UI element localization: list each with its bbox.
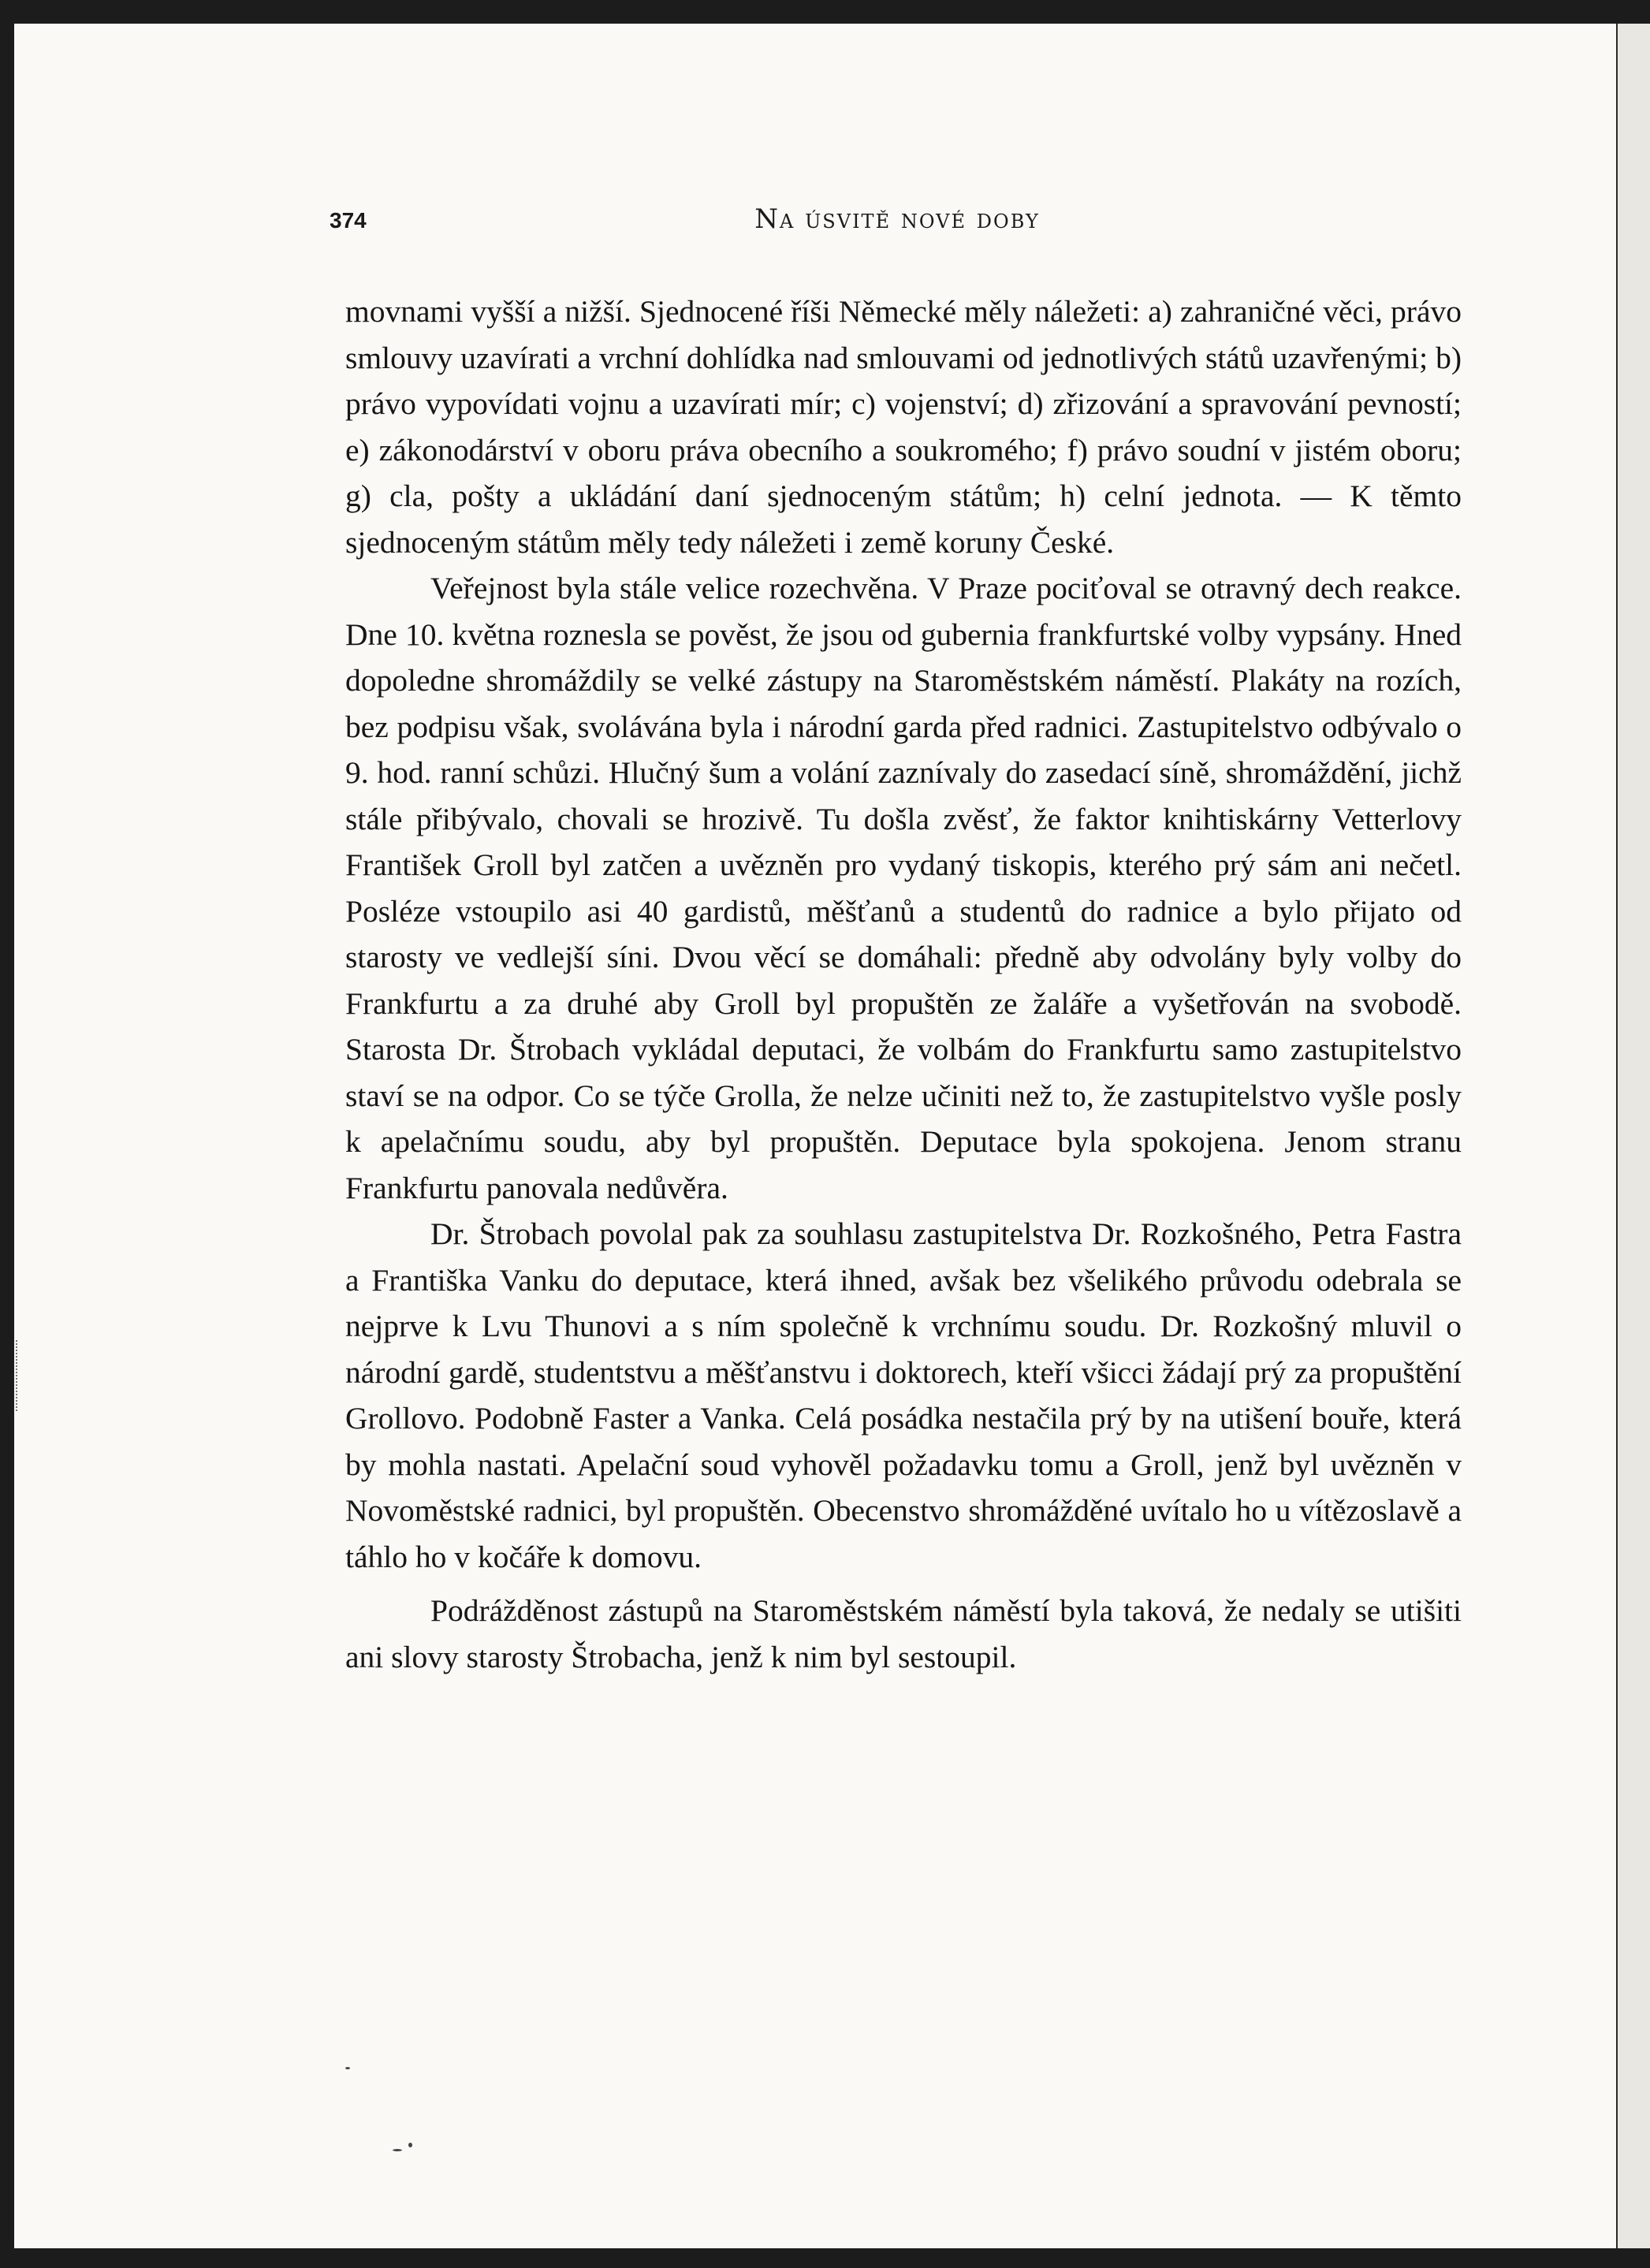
body-text <box>345 289 1462 1680</box>
paragraph-2: Veřejnost byla stále velice rozechvěna. V Praze pociťoval se otravný dech reakce. Dne 10. května roznesla se pověst, že jsou od gubernia frankfurtské volby vypsány. Hned dopoledne shromáždily se velké zástupy na Staroměstském náměstí. Plakáty na rozích, bez podpisu však, svolávána byla i národní garda před radnici. Zastupitelstvo odbývalo o 9. hod. ranní schůzi. Hlučný šum a volání zaznívaly do zasedací síně, shromáždění, jichž stále přibývalo, chovali se hrozivě. Tu došla zvěsť, že faktor knihtiskárny Vetterlovy František Groll byl zatčen a uvězněn pro vydaný tiskopis, kterého prý sám ani nečetl. Posléze vstoupilo asi 40 gardistů, měšťanů a studentů do radnice a bylo přijato od starosty ve vedlejší síni. Dvou věcí se domáhali: předně aby odvolány byly volby do Frankfurtu a za druhé aby Groll byl propuštěn ze žaláře a vyšetřován na svobodě. Starosta Dr. Štrobach vykládal deputaci, že volbám do Frankfurtu samo zastupitelstvo staví se na odpor. Co se týče Grolla, že nelze učiniti než to, že zastupitelstvo vyšle posly k apelačnímu soudu, aby byl propuštěn. Deputace byla spokojena. Jenom stranu Frankfurtu panovala nedůvěra. <box>345 571 1462 1205</box>
page-header <box>330 203 1465 243</box>
scan-speck <box>408 2143 412 2147</box>
binding-marks <box>16 1340 22 1411</box>
paragraph-1: movnami vyšší a nižší. Sjednocené říši Německé měly náležeti: a) zahraničné věci, právo smlouvy uzavírati a vrchní dohlídka nad smlouvami od jednotlivých států uzavřenými; b) právo vypovídati vojnu a uzavírati mír; c) vojenství; d) zřizování a spravování pevností; e) zákonodárství v oboru práva obecního a soukromého; f) právo soudní v jistém oboru; g) cla, pošty a ukládání daní sjednoceným státům; h) celní jednota. — K těmto sjednoceným státům měly tedy náležeti i země koruny České. <box>345 294 1462 560</box>
scan-speck <box>345 2067 350 2069</box>
running-title: Na úsvitě nové doby <box>754 203 1040 235</box>
scan-speck <box>393 2149 402 2151</box>
paragraph-3: Dr. Štrobach povolal pak za souhlasu zastupitelstva Dr. Rozkošného, Petra Fastra a Františka Vanku do deputace, která ihned, avšak bez všelikého průvodu odebrala se nejprve k Lvu Thunovi a s ním společně k vrchnímu soudu. Dr. Rozkošný mluvil o národní gardě, studentstvu a měšťanstvu i doktorech, kteří všicci žádají prý za propuštění Grollovo. Podobně Faster a Vanka. Celá posádka nestačila prý by na utišení bouře, která by mohla nastati. Apelační soud vyhověl požadavku tomu a Groll, jenž byl uvězněn v Novoměstské radnici, byl propuštěn. Obecenstvo shromážděné uvítalo ho u vítězoslavě a táhlo ho v kočáře k domovu. <box>345 1216 1462 1574</box>
page-number: 374 <box>330 208 367 233</box>
paragraph-4: Podrážděnost zástupů na Staroměstském náměstí byla taková, že nedaly se utišiti ani slovy starosty Štrobacha, jenž k nim byl sestoupil. <box>345 1593 1462 1674</box>
page-edge <box>1616 24 1650 2248</box>
